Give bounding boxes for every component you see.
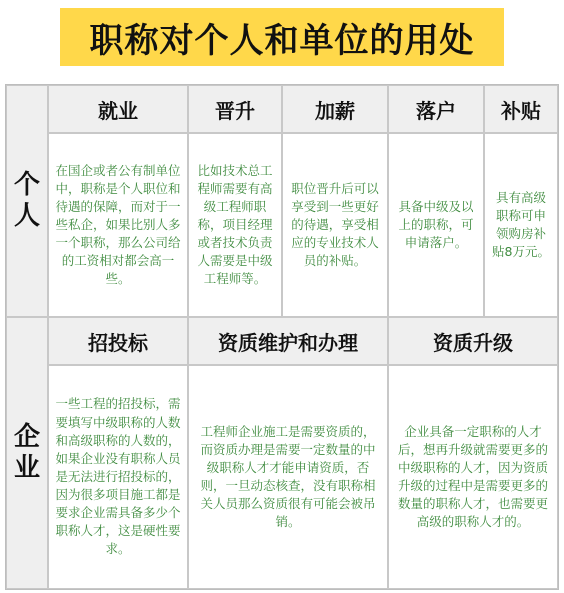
content-settlement: 具备中级及以上的职称，可申请落户。 xyxy=(388,133,484,317)
column-header-subsidy: 补贴 xyxy=(484,85,558,133)
content-qualification-upgrade: 企业具备一定职称的人才后，想再升级就需要更多的中级职称的人才，因为资质升级的过程中是需要更多的数量的职称人才，也需要更高级的职称人才的。 xyxy=(388,365,558,589)
content-raise: 职位晋升后可以享受到一些更好的待遇，享受相应的专业技术人员的补贴。 xyxy=(282,133,388,317)
column-header-bidding: 招投标 xyxy=(48,317,188,365)
row-label-char: 个 xyxy=(13,169,40,200)
row-label-char: 企 xyxy=(13,421,40,452)
content-subsidy: 具有高级职称可申领购房补贴8万元。 xyxy=(484,133,558,317)
row-label-char: 业 xyxy=(13,453,40,483)
column-header-raise: 加薪 xyxy=(282,85,388,133)
content-promotion: 比如技术总工程师需要有高级工程师职称，项目经理或者技术负责人需要是中级工程师等。 xyxy=(188,133,282,317)
column-header-qualification-upgrade: 资质升级 xyxy=(388,317,558,365)
row-label-char: 人 xyxy=(13,201,40,231)
column-header-promotion: 晋升 xyxy=(188,85,282,133)
comparison-table xyxy=(5,84,559,590)
row-label-enterprise xyxy=(6,317,48,589)
page-title: 职称对个人和单位的用处 xyxy=(60,8,504,66)
content-qualification-maintenance: 工程师企业施工是需要资质的，而资质办理是需要一定数量的中级职称人才才能申请资质，否则，一旦动态核查，没有职称相关人员那么资质很有可能会被吊销。 xyxy=(188,365,388,589)
content-employment: 在国企或者公有制单位中，职称是个人职位和待遇的保障，而对于一些私企，如果比别人多一个职称，那么公司给的工资相对都会高一些。 xyxy=(48,133,188,317)
column-header-qualification-maintenance: 资质维护和办理 xyxy=(188,317,388,365)
content-bidding: 一些工程的招投标，需要填写中级职称的人数和高级职称的人数的，如果企业没有职称人员是无法进行招投标的，因为很多项目施工都是要求企业需具备多少个职称人才，这是硬性要求。 xyxy=(48,365,188,589)
column-header-employment: 就业 xyxy=(48,85,188,133)
row-label-personal xyxy=(6,85,48,317)
column-header-settlement: 落户 xyxy=(388,85,484,133)
